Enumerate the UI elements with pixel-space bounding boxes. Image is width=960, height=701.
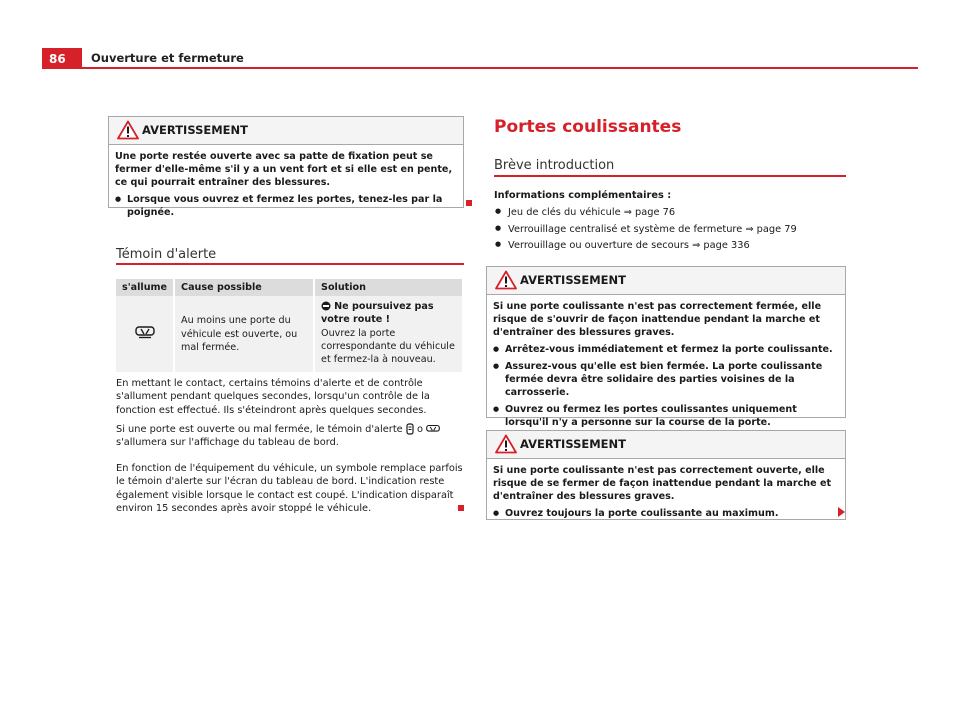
stop-warning-line <box>321 300 456 326</box>
warning-triangle-icon <box>495 270 517 290</box>
cause-text: Au moins une porte du véhicule est ouverte, ou mal fermée. <box>181 315 298 353</box>
warning-light-table <box>116 279 464 372</box>
header-rule <box>42 67 918 69</box>
warning-box-sliding-closed <box>486 266 846 429</box>
solution-bold: Ne poursuivez pas votre route ! <box>321 301 434 326</box>
section-rule <box>116 263 464 265</box>
table-header: s'allume <box>116 279 174 296</box>
list-item: ● Verrouillage ou ouverture de secours ⇒ page 336 <box>494 239 797 256</box>
door-open-warning-icon <box>135 325 155 339</box>
list-item: ● Jeu de clés du véhicule ⇒ page 76 <box>494 206 797 223</box>
section-end-marker <box>458 505 464 511</box>
list-item: ● Verrouillage centralisé et système de fermeture ⇒ page 79 <box>494 223 797 240</box>
continue-arrow-icon <box>838 507 845 517</box>
page-title: Ouverture et fermeture <box>91 51 244 65</box>
info-label: Informations complémentaires : <box>494 190 672 201</box>
table-header: Solution <box>314 279 463 296</box>
warning-box-doors <box>108 116 464 219</box>
solution-text: Ouvrez la porte correspondante du véhicule et fermez-la à nouveau. <box>321 327 455 366</box>
para2-part-a: Si une porte est ouverte ou mal fermée, le témoin d'alerte <box>116 424 403 435</box>
section-rule <box>494 175 846 177</box>
paragraph-door-open <box>116 423 466 450</box>
door-warning-cell <box>116 296 174 372</box>
para2-or: o <box>416 424 423 435</box>
para2-part-b: s'allumera sur l'affichage du tableau de bord. <box>116 437 339 449</box>
info-list <box>494 206 797 256</box>
section-end-marker <box>466 200 472 206</box>
warning-header <box>487 431 845 459</box>
paragraph-self-test: En mettant le contact, certains témoins d'alerte et de contrôle s'allument pendant quelques secondes, lorsqu'un contrôle de la fonction est effectué. Ils s'éteindront après quelques secondes. <box>116 378 430 416</box>
warning-text: Si une porte coulissante n'est pas correctement ouverte, elle risque de se fermer de façon inattendue pendant la marche et d'entraîner des blessures graves. <box>493 465 832 503</box>
warning-bullet: ● Arrêtez-vous immédiatement et fermez la porte coulissante. <box>493 343 839 356</box>
solution-cell <box>314 296 463 372</box>
paragraph-display: En fonction de l'équipement du véhicule, un symbole remplace parfois le témoin d'alerte sur l'écran du tableau de bord. L'indication reste également visible lorsque le contact est coupé. L'indication disparaît environ 15 secondes après avoir stoppé le véhicule. <box>116 463 463 514</box>
warning-header <box>109 117 463 145</box>
table-header: Cause possible <box>174 279 314 296</box>
door-open-warning-inline-icon <box>426 424 440 434</box>
warning-text: Une porte restée ouverte avec sa patte de fixation peut se fermer d'elle-même s'il y a un vent fort et si elle est en pente, ce qui pourrait entraîner des blessures. <box>115 151 453 189</box>
warning-header <box>487 267 845 295</box>
warning-triangle-icon <box>117 120 139 140</box>
cause-cell <box>174 296 314 372</box>
stop-symbol-icon <box>321 301 331 311</box>
warning-bullet: ● Ouvrez ou fermez les portes coulissantes uniquement lorsqu'il n'y a personne sur la course de la porte. <box>493 403 839 429</box>
warning-triangle-icon <box>495 434 517 454</box>
warning-text: Si une porte coulissante n'est pas correctement fermée, elle risque de s'ouvrir de façon inattendue pendant la marche et d'entraîner des blessures graves. <box>493 301 822 339</box>
warning-box-sliding-open <box>486 430 846 520</box>
warning-title: AVERTISSEMENT <box>520 437 627 451</box>
warning-title: AVERTISSEMENT <box>142 123 249 137</box>
section-title-warning-light: Témoin d'alerte <box>116 247 217 262</box>
warning-title: AVERTISSEMENT <box>520 273 627 287</box>
warning-bullet: ● Assurez-vous qu'elle est bien fermée. La porte coulissante fermée devra être solidaire des parties voisines de la carrosserie. <box>493 360 839 399</box>
page-number: 86 <box>42 48 82 68</box>
heading-sliding-doors: Portes coulissantes <box>494 117 682 137</box>
subheading-intro: Brève introduction <box>494 158 615 173</box>
table-row <box>116 296 463 372</box>
warning-bullet: ● Lorsque vous ouvrez et fermez les portes, tenez-les par la poignée. <box>115 193 457 219</box>
door-warning-inline-icon <box>406 423 414 435</box>
warning-bullet: ● Ouvrez toujours la porte coulissante au maximum. <box>493 507 839 520</box>
